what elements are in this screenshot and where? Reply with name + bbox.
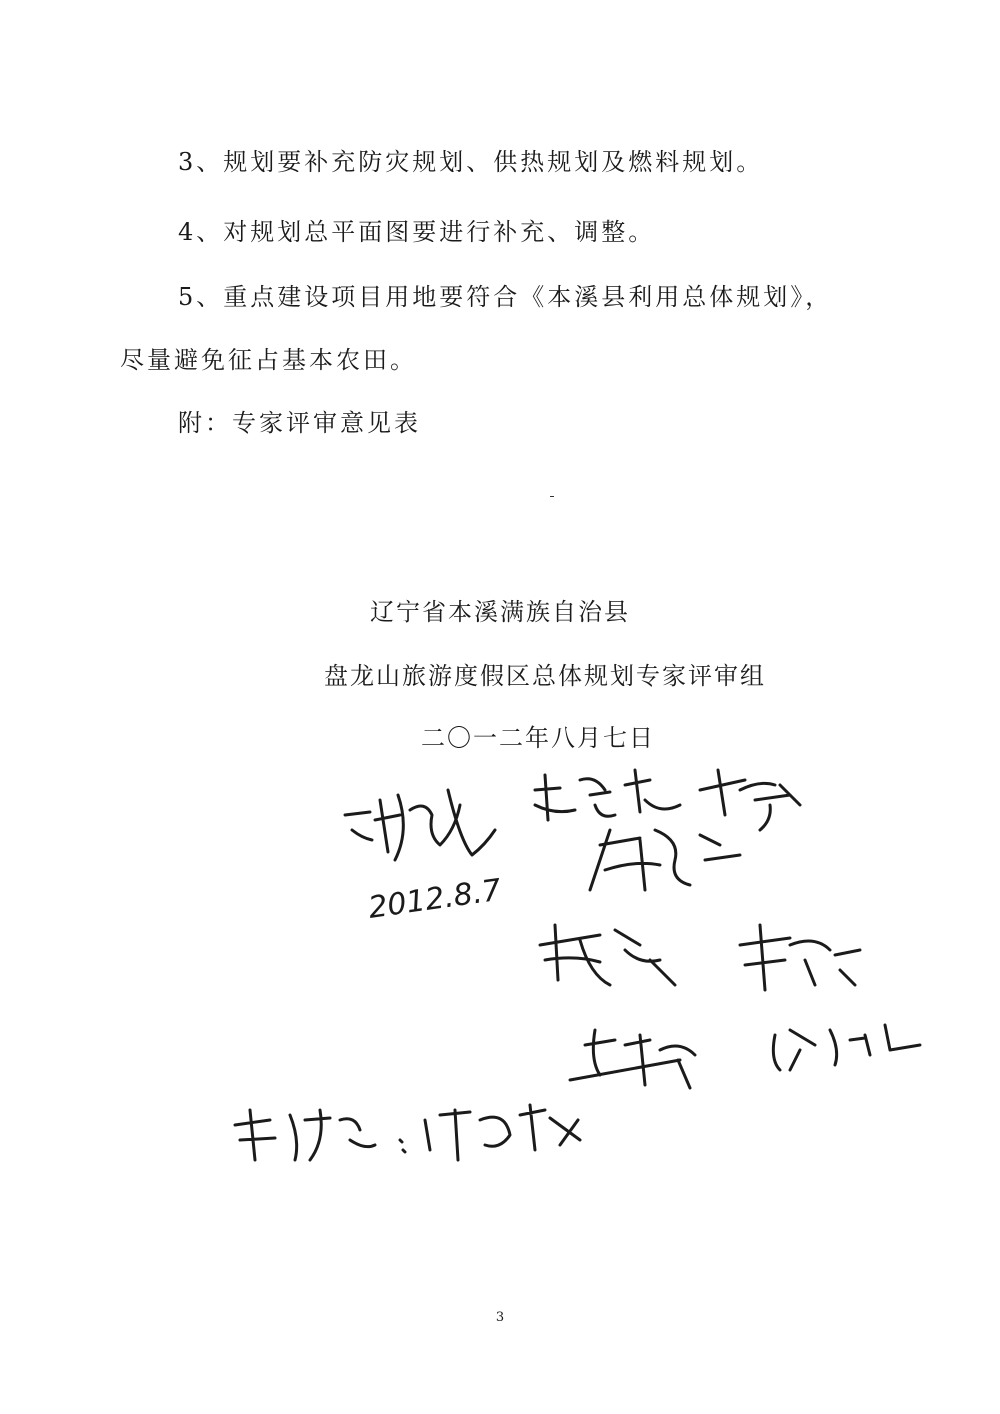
signature-9 [235, 1105, 580, 1160]
signature-8 [773, 1025, 920, 1070]
signature-org-line1: 辽宁省本溪满族自治县 [370, 598, 630, 626]
attachment-note: 附：专家评审意见表 [178, 409, 421, 437]
signature-1 [345, 790, 495, 860]
signature-4 [590, 830, 740, 890]
paragraph-item-4: 4、对规划总平面图要进行补充、调整。 [178, 218, 656, 246]
signature-2 [535, 770, 680, 820]
signature-org-line2: 盘龙山旅游度假区总体规划专家评审组 [324, 662, 766, 690]
paragraph-item-3: 3、规划要补充防灾规划、供热规划及燃料规划。 [178, 148, 764, 176]
signature-5 [540, 925, 675, 985]
paragraph-item-5: 5、重点建设项目用地要符合《本溪县利用总体规划》， [178, 283, 833, 311]
page-number: 3 [495, 1310, 505, 1325]
paragraph-item-5-continued: 尽量避免征占基本农田。 [120, 346, 417, 374]
signature-3 [700, 770, 800, 830]
signature-7 [570, 1030, 695, 1088]
signature-6 [740, 925, 860, 990]
signature-date: 二〇一二年八月七日 [421, 724, 655, 752]
handwritten-date: 2012.8.7 [366, 872, 504, 926]
